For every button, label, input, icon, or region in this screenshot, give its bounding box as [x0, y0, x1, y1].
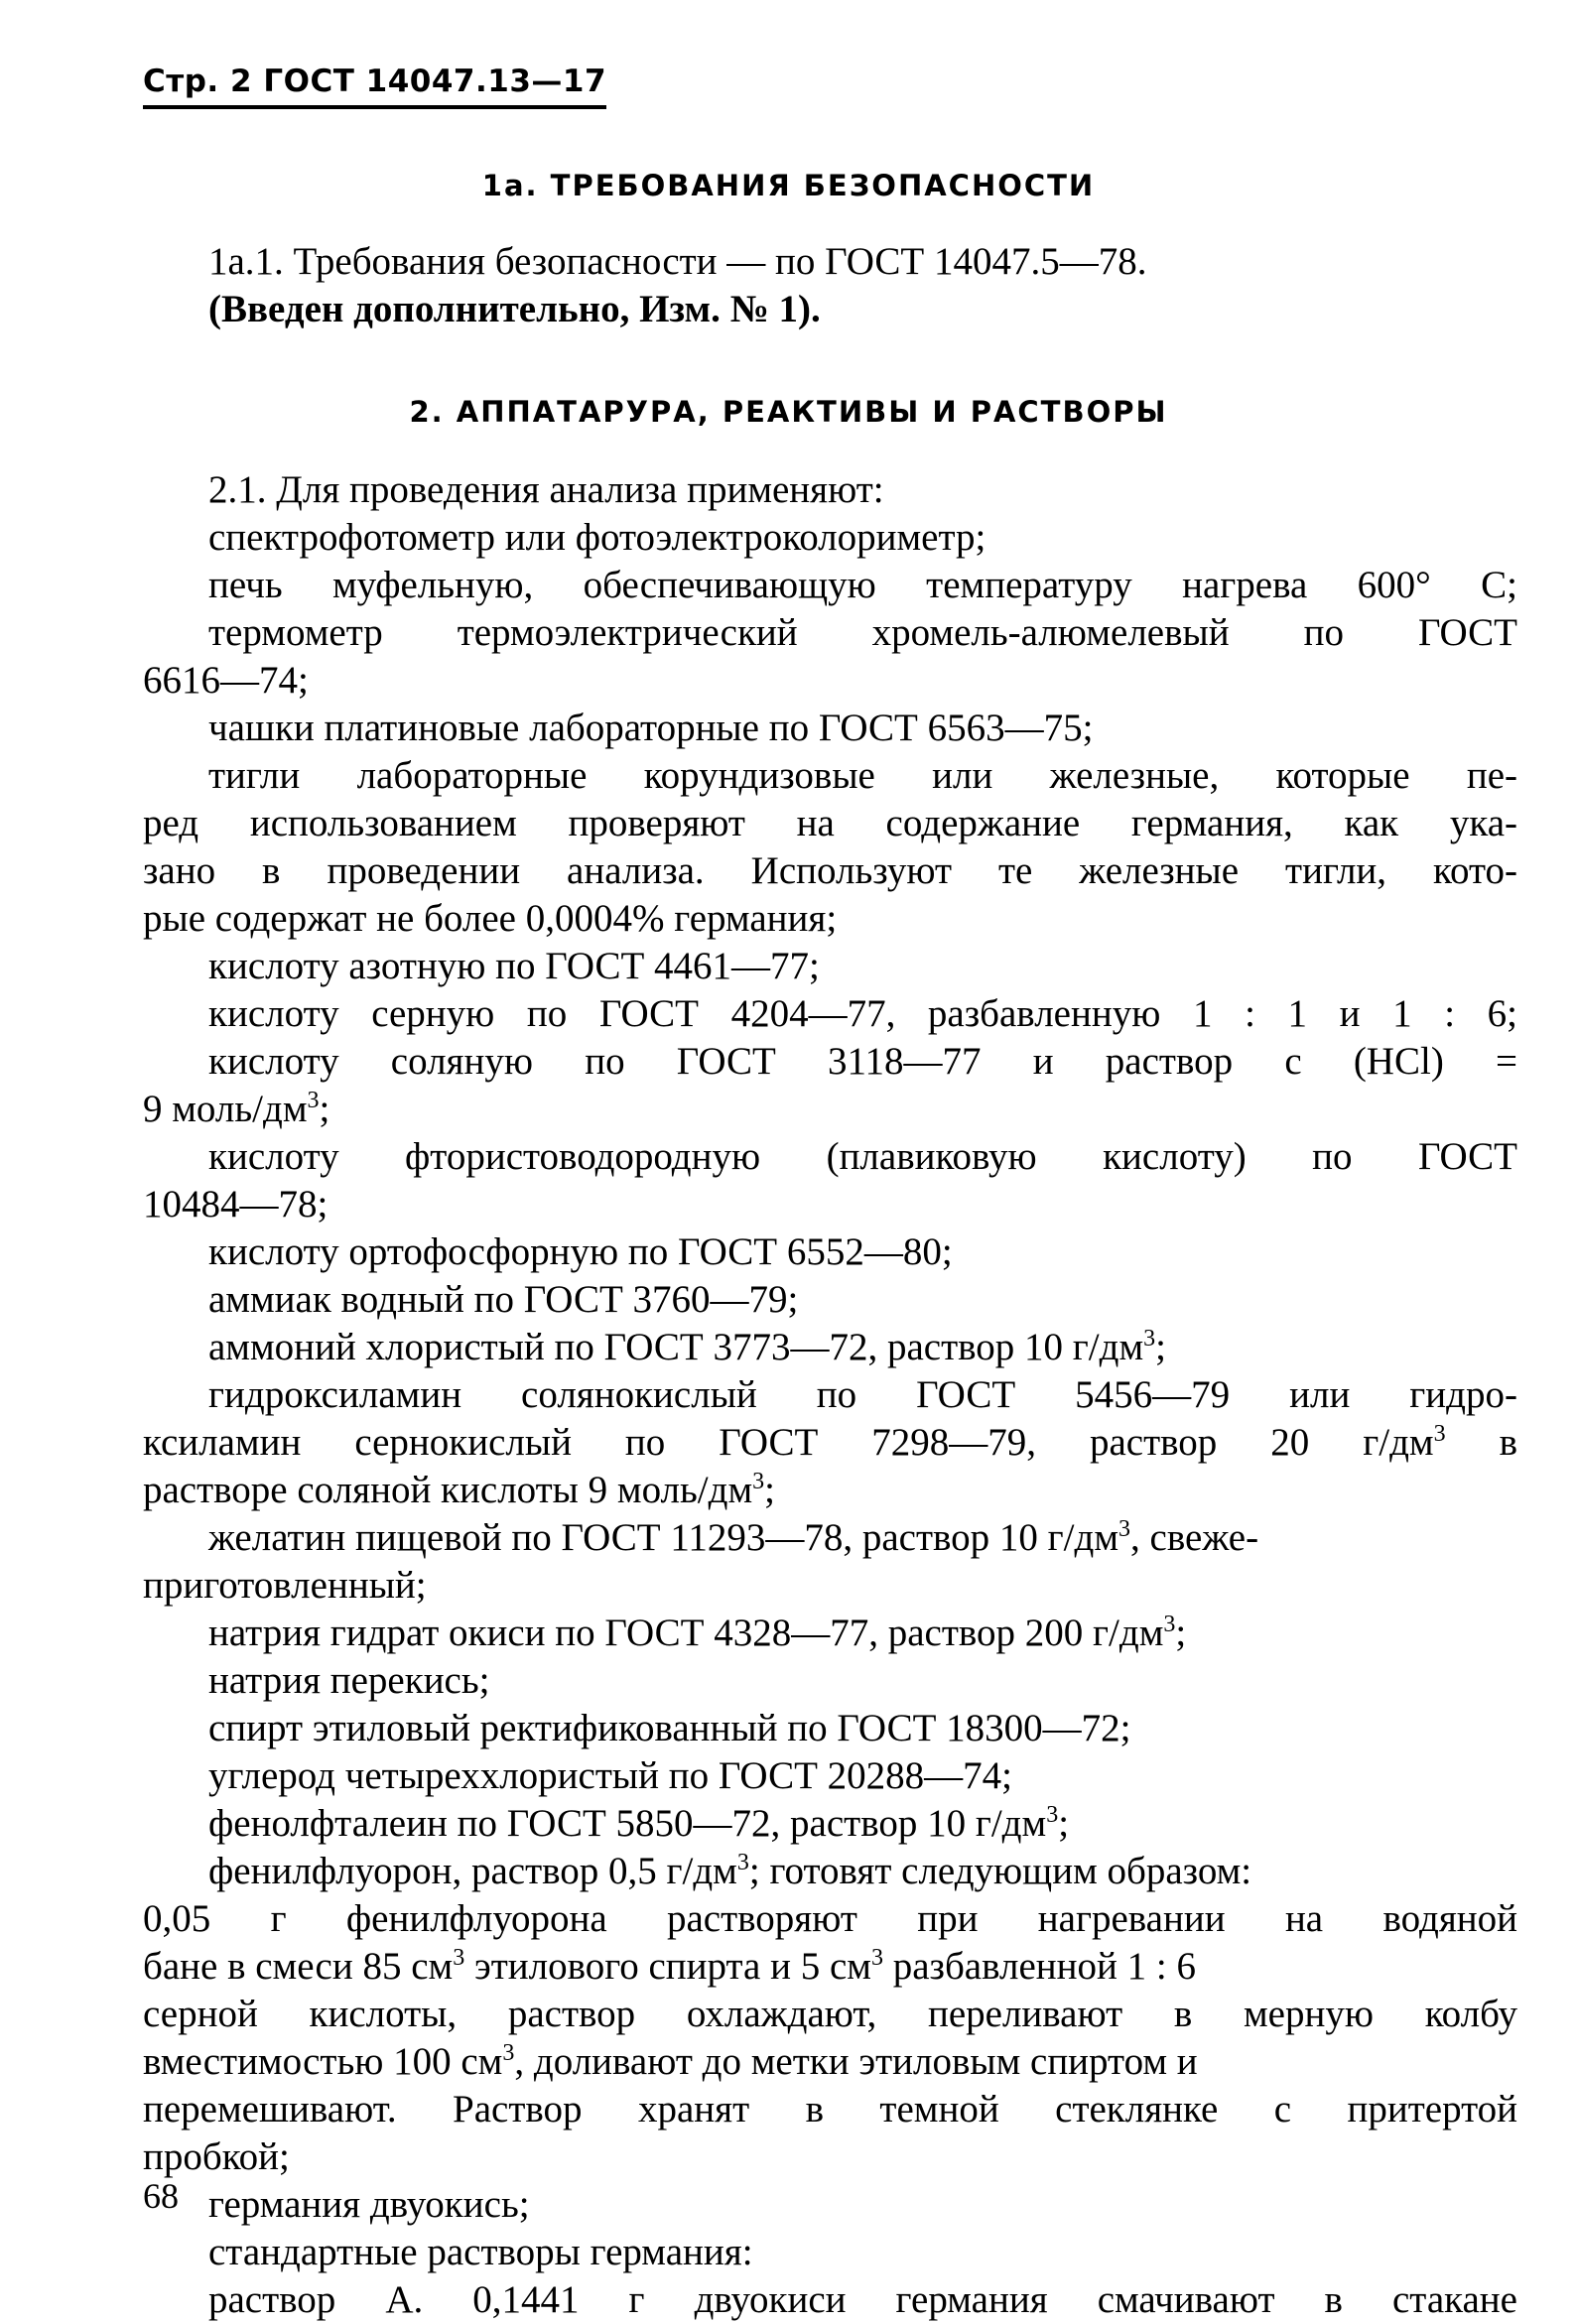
list-item: аммоний хлористый по ГОСТ 3773—72, раствор 10 $г/дм^3$; — [208, 1326, 1166, 1368]
list-item-continuation: 10484—78; — [143, 1183, 329, 1226]
list-item-continuation: перемешивают. Раствор хранят в темной стеклянке с притертой — [143, 2088, 1517, 2130]
page-header: Стр. 2 ГОСТ 14047.13—17 — [143, 64, 606, 109]
section-1a-body — [143, 238, 1517, 333]
list-item: фенилфлуорон, раствор 0,5 $г/дм^3$; готовят следующим образом: — [208, 1850, 1252, 1892]
list-item-continuation: 6616—74; — [143, 659, 309, 702]
page-number: 68 — [143, 2176, 179, 2216]
list-item-continuation: растворе соляной кислоты 9 моль/$дм^3$; — [143, 1469, 775, 1511]
list-item-continuation: 0,05 г фенилфлуорона растворяют при нагревании на водяной — [143, 1897, 1517, 1940]
list-item-continuation: приготовленный; — [143, 1564, 427, 1607]
list-item: кислоту азотную по ГОСТ 4461—77; — [208, 945, 820, 987]
list-item: гидроксиламин солянокислый по ГОСТ 5456—79 или гидро- — [208, 1373, 1517, 1416]
section-2-title: 2. АППАТАРУРА, РЕАКТИВЫ И РАСТВОРЫ — [409, 395, 1168, 429]
paragraph-1a-1: 1а.1. Требования безопасности — по ГОСТ 14047.5—78. — [208, 240, 1147, 283]
section-2-body — [143, 466, 1517, 2324]
list-item: чашки платиновые лабораторные по ГОСТ 6563—75; — [208, 707, 1094, 749]
list-item-continuation: бане в смеси 85 $см^3$ этилового спирта и 5 $см^3$ разбавленной 1 : 6 — [143, 1945, 1196, 1988]
list-item-continuation: пробкой; — [143, 2135, 290, 2178]
list-item: фенолфталеин по ГОСТ 5850—72, раствор 10 $г/дм^3$; — [208, 1802, 1070, 1845]
list-item-continuation: ксиламин сернокислый по ГОСТ 7298—79, раствор 20 $г/дм^3$ в — [143, 1421, 1517, 1464]
list-item-continuation: серной кислоты, раствор охлаждают, переливают в мерную колбу — [143, 1993, 1517, 2035]
list-item: кислоту серную по ГОСТ 4204—77, разбавленную 1 : 1 и 1 : 6; — [208, 992, 1517, 1035]
list-item: печь муфельную, обеспечивающую температуру нагрева 600° С; — [208, 564, 1517, 606]
list-item: аммиак водный по ГОСТ 3760—79; — [208, 1278, 799, 1321]
list-item-continuation: вместимостью 100 $см^3$, доливают до метки этиловым спиртом и — [143, 2040, 1198, 2083]
list-item-continuation: рые содержат не более 0,0004% германия; — [143, 897, 838, 940]
list-item: спектрофотометр или фотоэлектроколориметр; — [208, 516, 986, 559]
list-item-continuation: ред использованием проверяют на содержание германия, как ука- — [143, 802, 1517, 844]
list-item: тигли лабораторные корундизовые или железные, которые пе- — [208, 754, 1517, 797]
section-1a-title: 1а. ТРЕБОВАНИЯ БЕЗОПАСНОСТИ — [481, 169, 1096, 202]
list-item: желатин пищевой по ГОСТ 11293—78, раствор 10 $г/дм^3$, свеже- — [208, 1516, 1259, 1559]
list-item: кислоту фтористоводородную (плавиковую кислоту) по ГОСТ — [208, 1135, 1517, 1178]
list-item-continuation: зано в проведении анализа. Используют те железные тигли, кото- — [143, 849, 1517, 892]
list-item: кислоту ортофосфорную по ГОСТ 6552—80; — [208, 1230, 953, 1273]
list-item: германия двуокись; — [208, 2183, 530, 2226]
amendment-note: (Введен дополнительно, Изм. № 1). — [208, 288, 821, 330]
list-item: натрия гидрат окиси по ГОСТ 4328—77, раствор 200 $г/дм^3$; — [208, 1612, 1187, 1654]
list-item: термометр термоэлектрический хромель-алюмелевый по ГОСТ — [208, 611, 1517, 654]
list-item: раствор А. 0,1441 г двуокиси германия смачивают в стакане — [208, 2278, 1517, 2321]
list-item-continuation: 9 моль/$дм^3$; — [143, 1088, 330, 1130]
list-item: углерод четыреххлористый по ГОСТ 20288—74; — [208, 1754, 1012, 1797]
list-item: натрия перекись; — [208, 1659, 490, 1702]
list-item: спирт этиловый ректификованный по ГОСТ 18300—72; — [208, 1707, 1131, 1749]
paragraph-2-1: 2.1. Для проведения анализа применяют: — [208, 468, 884, 511]
list-item: стандартные растворы германия: — [208, 2231, 753, 2273]
list-item: кислоту соляную по ГОСТ 3118—77 и раствор с (HCl) = — [208, 1040, 1517, 1083]
